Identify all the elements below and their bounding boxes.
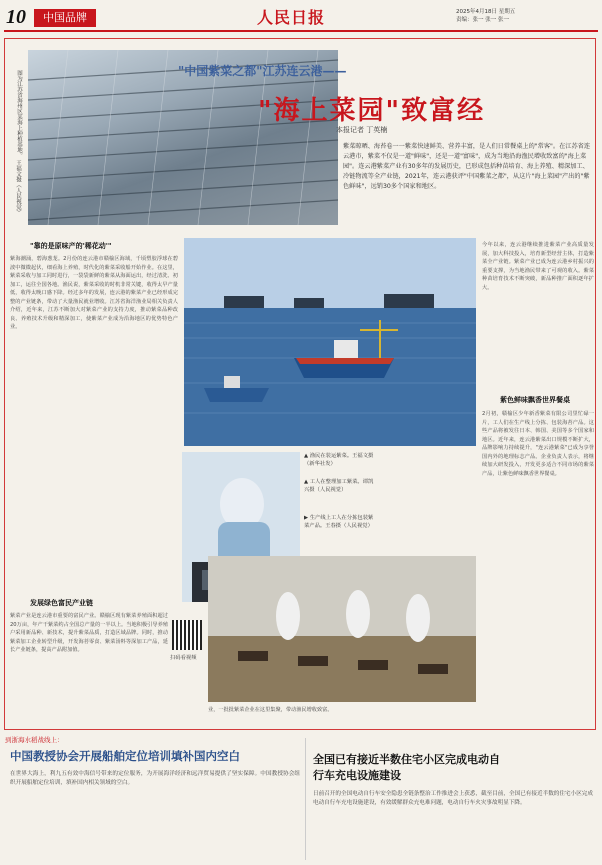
bottom-right-title: 全国已有接近半数住宅小区完成电动自行车充电设施建设: [313, 753, 500, 782]
feature-byline: 本报记者 丁英楠: [336, 126, 388, 134]
header-rule: [4, 30, 598, 32]
column3-text: 今年以来，连云港继续推进紫菜产业高质量发展，加大科技投入，培育新型经营主体，打造紫菜全产业链。紫菜产业已成为连云港乡村振兴的重要支撑，为当地渔民带来了可观的收入。紫菜种苗培育技术不断突破，新品种推广面积逐年扩大。: [482, 242, 594, 291]
bottom-divider: [305, 738, 306, 860]
page-number: 10: [6, 6, 26, 28]
sea-boats-photo: [184, 238, 476, 446]
photographer-vertical: 王福文摄（人民视觉）: [15, 160, 21, 215]
qr-caption: 扫码看视频: [170, 655, 197, 661]
caption-production: ▶ 生产线上工人在分拣包装紫菜产品。王春摄（人民视觉）: [304, 515, 374, 529]
column3-text-2: 2月初，赣榆区少年新香紫菜有限公司里忙碌一片，工人们在生产线上分拣、包装海苔产品。这些产品将被发往日本、韩国、美国等多个国家和地区。近年来，连云港紫菜出口规模不断扩大，品牌影响力持续提升，"连云港紫菜"已成为享誉国内外的地理标志产品。企业负责人表示，将继续加大研发投入，开发更多适合不同市场的紫菜产品，让紫色鲜味飘香世界餐桌。: [482, 411, 594, 477]
section-label: 中国品牌: [34, 9, 96, 27]
caption-worker: ▲ 工人在整理加工紫菜。谭凯兴摄（人民视觉）: [304, 479, 374, 493]
bottom-left-text: 在世界大海上，利九五有效中海信号带来的定位服务，为开展海洋经济和远洋贸易提供了坚实保障。中国教授协会组织开展船舶定位培训，填补国内相关领域的空白。: [10, 771, 300, 786]
column2-text: 业，一批批紫菜企业在这里集聚，带动渔民增收致富。: [208, 707, 333, 713]
sea-boats-illustration: [184, 238, 476, 446]
column1-text: 紫海潮涌，碧海葱茏。2月份的连云港市赣榆区海域，千顷塑胶浮球在碧波中微微起伏，细看海上养殖，时代化的紫菜采收船开始作业。在这里，紫菜采收与加工同时进行，一袋袋新鲜的紫菜从海面运出，经过清洗、初加工，运往全国各地。渔民说，紫菜采收的时机非常关键，收得太早产量低，收得太晚口感下降。经过多年的发展，连云港的紫菜产业已经形成完整的产业链条，带动了大量渔民就业增收。江苏省海洋渔业局相关负责人介绍，近年来，江苏不断加大对紫菜产业的支持力度，推动紫菜品种改良、养殖技术升级和精深加工，使紫菜产业成为沿海地区的优势特色产业。: [10, 256, 178, 330]
factory-illustration: [208, 556, 476, 702]
feature-title: "海上菜园"致富经: [258, 96, 486, 126]
factory-photo: [208, 556, 476, 702]
caption-boats: ▲ 渔民在装运紫菜。王福文摄（新华社发）: [304, 453, 374, 467]
video-qr-code[interactable]: [172, 620, 202, 650]
bottom-left-title: 中国教授协会开展船舶定位培训填补国内空白: [10, 749, 240, 763]
column1-heading-2: 发展绿色富民产业链: [30, 599, 93, 607]
column1-text-2: 紫菜产业是连云港市重要的富民产业。赣榆区现有紫菜养殖面积超过20万亩，年产干紫菜约占全国总产量的一半以上。当地积极引导养殖户采用新品种、新技术，提升紫菜品质，打造区域品牌。同时，推动紫菜加工企业转型升级，开发海苔零食、紫菜汤料等深加工产品，延长产业链条，提高产品附加值。: [10, 613, 168, 653]
bottom-right-text: 日前召开的全国电动自行车安全隐患全链条整治工作推进会上获悉，截至目前，全国已有接近半数的住宅小区完成电动自行车充电设施建设，有效缓解群众充电难问题，电动自行车火灾事故明显下降。: [313, 791, 593, 806]
feature-subtitle: "中国紫菜之都"江苏连云港——: [178, 64, 347, 78]
column1-heading: "靠的是原味产的'稀花动'": [30, 242, 112, 250]
header-info: 2025年4月18日 星期五 责编：张一 张一 张一: [456, 9, 516, 23]
column3-heading: 紫色鲜味飘香世界餐桌: [500, 396, 570, 404]
newspaper-logo: 人民日报: [257, 8, 326, 27]
feature-lead: 紫菜晾晒、海苔卷一一紫菜快速鲜美、营养丰富，是人们日常餐桌上的"常客"。在江苏省连云港市，紫菜不仅是一道"鲜味"，还是一道"富味"，成为当地沿海渔民增收致富的"海上菜园"。连云港紫菜产业有30多年的发展历史，已形成包括种苗培育、海上养殖、精深加工、冷链物流等全产业链，2021年，连云港获评"中国紫菜之都"，从这片"海上菜园"产出的"紫色鲜味"，远销30多个国家和地区。: [343, 143, 591, 190]
photo-credit-vertical: 图为江苏省海州区某海上种植基地。: [16, 70, 22, 158]
bottom-left-kicker: 到浙海水稻战线上：: [5, 736, 64, 744]
